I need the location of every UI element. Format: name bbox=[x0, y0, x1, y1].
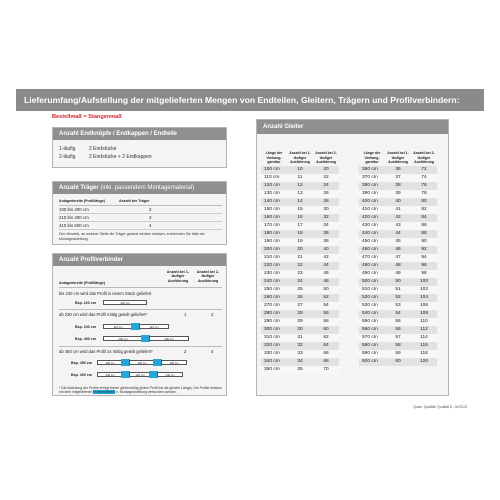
gleiter-cell: 17 bbox=[287, 222, 313, 230]
divider bbox=[59, 309, 222, 310]
gleiter-cell: 96 bbox=[411, 262, 437, 270]
footnote-text: n. Montageanleitung verbunden werden. bbox=[115, 390, 177, 395]
gleiter-cell: 43 bbox=[385, 222, 411, 230]
profile-segment: 115 cm bbox=[139, 324, 169, 329]
gleiter-box bbox=[256, 119, 449, 396]
table-row bbox=[261, 294, 339, 302]
gleiter-cell: 360 cm bbox=[359, 166, 385, 174]
endkappen-row-value: 2 Endstücke + 2 Endkappen bbox=[89, 154, 152, 160]
gleiter-col-header: Anzahl bei 2-läufiger Ausführung bbox=[315, 151, 337, 164]
gleiter-cell: 30 bbox=[287, 326, 313, 334]
gleiter-cell: 170 cm bbox=[261, 222, 287, 230]
gleiter-cell: 140 cm bbox=[261, 198, 287, 206]
gleiter-cell: 58 bbox=[313, 318, 339, 326]
profile-segment: 140 cm bbox=[97, 372, 123, 377]
profil-qty: 1 bbox=[184, 312, 187, 317]
gleiter-cell: 86 bbox=[411, 222, 437, 230]
gleiter-cell: 460 cm bbox=[359, 246, 385, 254]
gleiter-cell: 580 cm bbox=[359, 342, 385, 350]
gleiter-col-header: Anzahl bei 1-läufiger Ausführung bbox=[289, 151, 311, 164]
gleiter-cell: 114 bbox=[411, 334, 437, 342]
table-row bbox=[359, 270, 437, 278]
gleiter-cell: 540 cm bbox=[359, 310, 385, 318]
gleiter-cell: 55 bbox=[385, 318, 411, 326]
table-row bbox=[359, 190, 437, 198]
gleiter-cell: 52 bbox=[313, 294, 339, 302]
table-row bbox=[261, 238, 339, 246]
gleiter-cell: 44 bbox=[313, 262, 339, 270]
gleiter-col-header: Anzahl bei 1-läufiger Ausführung bbox=[387, 151, 409, 164]
gleiter-table-left bbox=[261, 140, 339, 374]
table-row bbox=[359, 222, 437, 230]
gleiter-cell: 102 bbox=[411, 286, 437, 294]
gleiter-cell: 47 bbox=[385, 254, 411, 262]
table-row bbox=[359, 310, 437, 318]
gleiter-cell: 420 cm bbox=[359, 214, 385, 222]
gleiter-cell: 116 bbox=[411, 342, 437, 350]
divider bbox=[59, 287, 222, 288]
gleiter-cell: 56 bbox=[385, 326, 411, 334]
gleiter-cell: 40 bbox=[385, 198, 411, 206]
gleiter-cell: 110 bbox=[411, 318, 437, 326]
table-row bbox=[261, 302, 339, 310]
gleiter-cell: 230 cm bbox=[261, 270, 287, 278]
endkappen-box bbox=[52, 127, 227, 168]
gleiter-cell: 54 bbox=[385, 310, 411, 318]
gleiter-cell: 88 bbox=[411, 230, 437, 238]
gleiter-cell: 33 bbox=[287, 350, 313, 358]
gleiter-cell: 350 cm bbox=[261, 366, 287, 374]
gleiter-cell: 45 bbox=[385, 238, 411, 246]
gleiter-cell: 190 cm bbox=[261, 238, 287, 246]
gleiter-cell: 12 bbox=[287, 182, 313, 190]
gleiter-cell: 64 bbox=[313, 342, 339, 350]
table-row bbox=[359, 350, 437, 358]
traeger-col-header: Anlagenbreite (Profillänge) bbox=[59, 198, 119, 206]
gleiter-cell: 100 cm bbox=[261, 166, 287, 174]
table-row bbox=[359, 302, 437, 310]
table-row bbox=[359, 206, 437, 214]
table-row bbox=[359, 318, 437, 326]
profile-segment: 150 cm bbox=[129, 360, 155, 365]
gleiter-cell: 18 bbox=[287, 230, 313, 238]
table-row bbox=[59, 206, 222, 214]
table-row bbox=[359, 326, 437, 334]
gleiter-cell: 34 bbox=[287, 358, 313, 366]
gleiter-cell: 82 bbox=[411, 206, 437, 214]
gleiter-cell: 28 bbox=[313, 198, 339, 206]
gleiter-cell: 450 cm bbox=[359, 238, 385, 246]
gleiter-cell: 200 cm bbox=[261, 246, 287, 254]
endkappen-row-value: 2 Endstücke bbox=[89, 146, 117, 152]
endkappen-row bbox=[59, 145, 220, 153]
gleiter-cell: 570 cm bbox=[359, 334, 385, 342]
gleiter-cell: 330 cm bbox=[261, 350, 287, 358]
gleiter-cell: 108 bbox=[411, 310, 437, 318]
table-row bbox=[59, 222, 222, 230]
traeger-cell: 2 bbox=[119, 206, 222, 214]
bsp-label: Bsp. 400 cm bbox=[75, 337, 96, 341]
gleiter-cell: 36 bbox=[313, 230, 339, 238]
table-row bbox=[261, 230, 339, 238]
gleiter-cell: 42 bbox=[313, 254, 339, 262]
gleiter-cell: 340 cm bbox=[261, 358, 287, 366]
gleiter-cell: 23 bbox=[287, 270, 313, 278]
table-row bbox=[359, 358, 437, 366]
gleiter-cell: 78 bbox=[411, 190, 437, 198]
document-footer: Quasi. Qualität: Qualität 6., 04/2024 bbox=[413, 405, 467, 409]
table-row bbox=[359, 294, 437, 302]
table-row bbox=[359, 254, 437, 262]
traeger-cell: 4 bbox=[119, 222, 222, 230]
table-row bbox=[359, 238, 437, 246]
gleiter-cell: 53 bbox=[385, 302, 411, 310]
profile-segment: 150 cm bbox=[97, 360, 123, 365]
gleiter-cell: 530 cm bbox=[359, 302, 385, 310]
gleiter-cell: 320 cm bbox=[261, 342, 287, 350]
profile-segment: 115 cm bbox=[103, 324, 133, 329]
gleiter-cell: 42 bbox=[385, 214, 411, 222]
gleiter-cell: 74 bbox=[411, 174, 437, 182]
divider bbox=[59, 346, 222, 347]
gleiter-cell: 180 cm bbox=[261, 230, 287, 238]
gleiter-cell: 50 bbox=[313, 286, 339, 294]
gleiter-cell: 120 bbox=[411, 358, 437, 366]
table-row bbox=[359, 182, 437, 190]
gleiter-cell: 90 bbox=[411, 238, 437, 246]
footnote-highlight: Profilverbinder bbox=[93, 390, 116, 395]
gleiter-cell: 84 bbox=[411, 214, 437, 222]
table-row bbox=[359, 262, 437, 270]
gleiter-cell: 380 cm bbox=[359, 182, 385, 190]
profil-qty: 2 bbox=[211, 312, 214, 317]
traeger-table bbox=[59, 198, 222, 230]
profil-line: bis 220 cm wird das Profil in einem Stück geliefert bbox=[59, 291, 152, 296]
gleiter-cell: 24 bbox=[313, 182, 339, 190]
table-row bbox=[261, 190, 339, 198]
traeger-col-header: Anzahl der Träger bbox=[119, 198, 222, 206]
gleiter-cell: 48 bbox=[313, 278, 339, 286]
gleiter-cell: 49 bbox=[385, 270, 411, 278]
gleiter-cell: 27 bbox=[287, 302, 313, 310]
table-row bbox=[359, 342, 437, 350]
table-row bbox=[261, 270, 339, 278]
gleiter-cell: 440 cm bbox=[359, 230, 385, 238]
bsp-label: Bsp. 230 cm bbox=[75, 325, 96, 329]
gleiter-cell: 100 bbox=[411, 278, 437, 286]
table-row bbox=[359, 198, 437, 206]
gleiter-cell: 29 bbox=[287, 318, 313, 326]
table-row bbox=[261, 358, 339, 366]
table-row bbox=[261, 214, 339, 222]
table-row bbox=[359, 286, 437, 294]
gleiter-cell: 60 bbox=[313, 326, 339, 334]
gleiter-cell: 112 bbox=[411, 326, 437, 334]
traeger-box bbox=[52, 181, 227, 245]
bsp-label: Bsp. 220 cm bbox=[75, 301, 96, 305]
gleiter-cell: 76 bbox=[411, 182, 437, 190]
table-row bbox=[261, 166, 339, 174]
gleiter-cell: 59 bbox=[385, 350, 411, 358]
gleiter-cell: 430 cm bbox=[359, 222, 385, 230]
gleiter-cell: 68 bbox=[313, 358, 339, 366]
traeger-title bbox=[53, 182, 226, 194]
gleiter-cell: 130 cm bbox=[261, 190, 287, 198]
profilverbinder-box bbox=[52, 253, 227, 396]
gleiter-cell: 520 cm bbox=[359, 294, 385, 302]
table-row bbox=[261, 246, 339, 254]
gleiter-cell: 25 bbox=[287, 286, 313, 294]
profil-line: ab 450 cm wird das Profil 2x mittig geteilt geliefert* bbox=[59, 349, 153, 354]
endkappen-row-label: 1-läufig bbox=[59, 146, 76, 152]
gleiter-cell: 24 bbox=[287, 278, 313, 286]
gleiter-cell: 560 cm bbox=[359, 326, 385, 334]
gleiter-cell: 41 bbox=[385, 206, 411, 214]
gleiter-col-header: Länge der Vorhang-garnitur bbox=[265, 151, 283, 164]
table-row bbox=[261, 198, 339, 206]
gleiter-cell: 280 cm bbox=[261, 310, 287, 318]
gleiter-cell: 48 bbox=[385, 262, 411, 270]
gleiter-cell: 110 cm bbox=[261, 174, 287, 182]
gleiter-cell: 14 bbox=[287, 198, 313, 206]
table-row bbox=[261, 262, 339, 270]
subtitle: Bestellmaß = Stangenmaß bbox=[52, 114, 122, 120]
table-row bbox=[261, 350, 339, 358]
gleiter-cell: 46 bbox=[313, 270, 339, 278]
table-row bbox=[261, 326, 339, 334]
gleiter-cell: 26 bbox=[287, 294, 313, 302]
profile-segment: 220 cm bbox=[103, 300, 147, 305]
profile-segment: 200 cm bbox=[103, 336, 143, 341]
gleiter-cell: 410 cm bbox=[359, 206, 385, 214]
table-row bbox=[261, 254, 339, 262]
traeger-cell: 410 bis 600 cm bbox=[59, 222, 119, 230]
profil-title: Anzahl Profilverbinder bbox=[53, 254, 226, 266]
gleiter-cell: 470 cm bbox=[359, 254, 385, 262]
gleiter-cell: 15 bbox=[287, 206, 313, 214]
gleiter-col-header: Länge der Vorhang-garnitur bbox=[363, 151, 381, 164]
gleiter-cell: 35 bbox=[287, 366, 313, 374]
gleiter-cell: 270 cm bbox=[261, 302, 287, 310]
gleiter-cell: 370 cm bbox=[359, 174, 385, 182]
gleiter-cell: 16 bbox=[287, 214, 313, 222]
gleiter-cell: 39 bbox=[385, 190, 411, 198]
endkappen-title: Anzahl Endknöpfe / Endkappen / Endteile bbox=[53, 128, 226, 140]
table-row bbox=[359, 246, 437, 254]
gleiter-cell: 72 bbox=[411, 166, 437, 174]
table-row bbox=[261, 286, 339, 294]
gleiter-cell: 490 cm bbox=[359, 270, 385, 278]
profile-segment: 200 cm bbox=[149, 336, 189, 341]
gleiter-cell: 58 bbox=[385, 342, 411, 350]
endkappen-row-label: 2-läufig bbox=[59, 154, 76, 160]
profil-col-header: Anzahl bei 1-läufiger Ausführung bbox=[166, 270, 190, 283]
gleiter-cell: 400 cm bbox=[359, 198, 385, 206]
gleiter-cell: 26 bbox=[313, 190, 339, 198]
gleiter-cell: 21 bbox=[287, 254, 313, 262]
gleiter-cell: 500 cm bbox=[359, 278, 385, 286]
page-title: Lieferumfang/Aufstellung der mitgelieferten Mengen von Endteilen, Gleitern, Trägern und Profilverbindern: bbox=[16, 89, 484, 111]
profil-footnote bbox=[59, 386, 224, 394]
gleiter-cell: 480 cm bbox=[359, 262, 385, 270]
gleiter-cell: 11 bbox=[287, 174, 313, 182]
table-row bbox=[261, 366, 339, 374]
gleiter-cell: 220 cm bbox=[261, 262, 287, 270]
profil-col-header: Anzahl bei 2-läufiger Ausführung bbox=[196, 270, 220, 283]
bsp-label: Bsp. 400 cm bbox=[71, 373, 92, 377]
gleiter-cell: 160 cm bbox=[261, 214, 287, 222]
gleiter-cell: 56 bbox=[313, 310, 339, 318]
gleiter-cell: 260 cm bbox=[261, 294, 287, 302]
gleiter-cell: 50 bbox=[385, 278, 411, 286]
table-row bbox=[261, 318, 339, 326]
table-row bbox=[359, 166, 437, 174]
gleiter-cell: 106 bbox=[411, 302, 437, 310]
gleiter-cell: 46 bbox=[385, 246, 411, 254]
endkappen-row bbox=[59, 153, 220, 161]
table-row bbox=[359, 174, 437, 182]
gleiter-cell: 28 bbox=[287, 310, 313, 318]
gleiter-cell: 240 cm bbox=[261, 278, 287, 286]
gleiter-cell: 34 bbox=[313, 222, 339, 230]
gleiter-cell: 60 bbox=[385, 358, 411, 366]
gleiter-cell: 40 bbox=[313, 246, 339, 254]
gleiter-cell: 38 bbox=[385, 182, 411, 190]
gleiter-table-right bbox=[359, 140, 437, 366]
gleiter-cell: 70 bbox=[313, 366, 339, 374]
gleiter-col-header: Anzahl bei 2-läufiger Ausführung bbox=[413, 151, 435, 164]
table-row bbox=[261, 310, 339, 318]
gleiter-cell: 390 cm bbox=[359, 190, 385, 198]
gleiter-cell: 20 bbox=[313, 166, 339, 174]
gleiter-cell: 98 bbox=[411, 270, 437, 278]
gleiter-cell: 22 bbox=[287, 262, 313, 270]
table-row bbox=[261, 174, 339, 182]
table-row bbox=[261, 342, 339, 350]
gleiter-cell: 22 bbox=[313, 174, 339, 182]
gleiter-cell: 250 cm bbox=[261, 286, 287, 294]
table-row bbox=[261, 334, 339, 342]
table-row bbox=[59, 214, 222, 222]
gleiter-cell: 54 bbox=[313, 302, 339, 310]
gleiter-cell: 310 cm bbox=[261, 334, 287, 342]
gleiter-cell: 62 bbox=[313, 334, 339, 342]
gleiter-cell: 36 bbox=[385, 166, 411, 174]
traeger-title-bold: Anzahl Träger bbox=[59, 185, 99, 191]
traeger-cell: 100 bis 200 cm bbox=[59, 206, 119, 214]
gleiter-cell: 92 bbox=[411, 246, 437, 254]
gleiter-cell: 57 bbox=[385, 334, 411, 342]
profil-label-header: Anlagenbreite (Profillänge) bbox=[59, 281, 105, 285]
gleiter-cell: 38 bbox=[313, 238, 339, 246]
gleiter-cell: 150 cm bbox=[261, 206, 287, 214]
gleiter-cell: 550 cm bbox=[359, 318, 385, 326]
gleiter-cell: 290 cm bbox=[261, 318, 287, 326]
table-row bbox=[261, 278, 339, 286]
gleiter-cell: 66 bbox=[313, 350, 339, 358]
gleiter-cell: 120 cm bbox=[261, 182, 287, 190]
profile-segment: 150 cm bbox=[161, 360, 187, 365]
table-row bbox=[359, 230, 437, 238]
table-row bbox=[261, 206, 339, 214]
table-row bbox=[261, 182, 339, 190]
profil-qty: 4 bbox=[211, 349, 214, 354]
profile-segment: 140 cm bbox=[157, 372, 183, 377]
profil-line: ab 230 cm wird das Profil mittig geteilt geliefert* bbox=[59, 312, 148, 317]
table-row bbox=[261, 222, 339, 230]
traeger-cell: 3 bbox=[119, 214, 222, 222]
gleiter-cell: 37 bbox=[385, 174, 411, 182]
gleiter-title: Anzahl Gleiter bbox=[257, 120, 448, 134]
gleiter-cell: 20 bbox=[287, 246, 313, 254]
gleiter-cell: 600 cm bbox=[359, 358, 385, 366]
traeger-title-light: (inkl. passendem Montagematerial) bbox=[100, 185, 195, 191]
traeger-note: Den Hinweis, an welcher Stelle die Träger gesetzt werden müssen, entnehmen Sie bitte der Montageanleitung. bbox=[59, 232, 205, 241]
gleiter-cell: 52 bbox=[385, 294, 411, 302]
gleiter-cell: 32 bbox=[287, 342, 313, 350]
profile-segment: 120 cm bbox=[129, 372, 151, 377]
gleiter-cell: 104 bbox=[411, 294, 437, 302]
gleiter-cell: 10 bbox=[287, 166, 313, 174]
gleiter-cell: 300 cm bbox=[261, 326, 287, 334]
gleiter-cell: 30 bbox=[313, 206, 339, 214]
gleiter-cell: 80 bbox=[411, 198, 437, 206]
profil-qty: 2 bbox=[184, 349, 187, 354]
gleiter-cell: 13 bbox=[287, 190, 313, 198]
gleiter-cell: 210 cm bbox=[261, 254, 287, 262]
footnote-text: * Die Aufteilung der Profile erfolgt immer gleichmäßig (jedes Profil hat die gleiche Länge). Die Profile müssen mit dem mitgelieferten bbox=[59, 386, 223, 395]
traeger-cell: 210 bis 400 cm bbox=[59, 214, 119, 222]
bsp-label: Bsp. 450 cm bbox=[71, 361, 92, 365]
gleiter-cell: 32 bbox=[313, 214, 339, 222]
table-row bbox=[359, 214, 437, 222]
gleiter-cell: 590 cm bbox=[359, 350, 385, 358]
gleiter-cell: 51 bbox=[385, 286, 411, 294]
table-row bbox=[359, 278, 437, 286]
gleiter-cell: 118 bbox=[411, 350, 437, 358]
gleiter-cell: 44 bbox=[385, 230, 411, 238]
gleiter-cell: 510 cm bbox=[359, 286, 385, 294]
table-row bbox=[359, 334, 437, 342]
gleiter-cell: 19 bbox=[287, 238, 313, 246]
gleiter-cell: 31 bbox=[287, 334, 313, 342]
gleiter-cell: 94 bbox=[411, 254, 437, 262]
